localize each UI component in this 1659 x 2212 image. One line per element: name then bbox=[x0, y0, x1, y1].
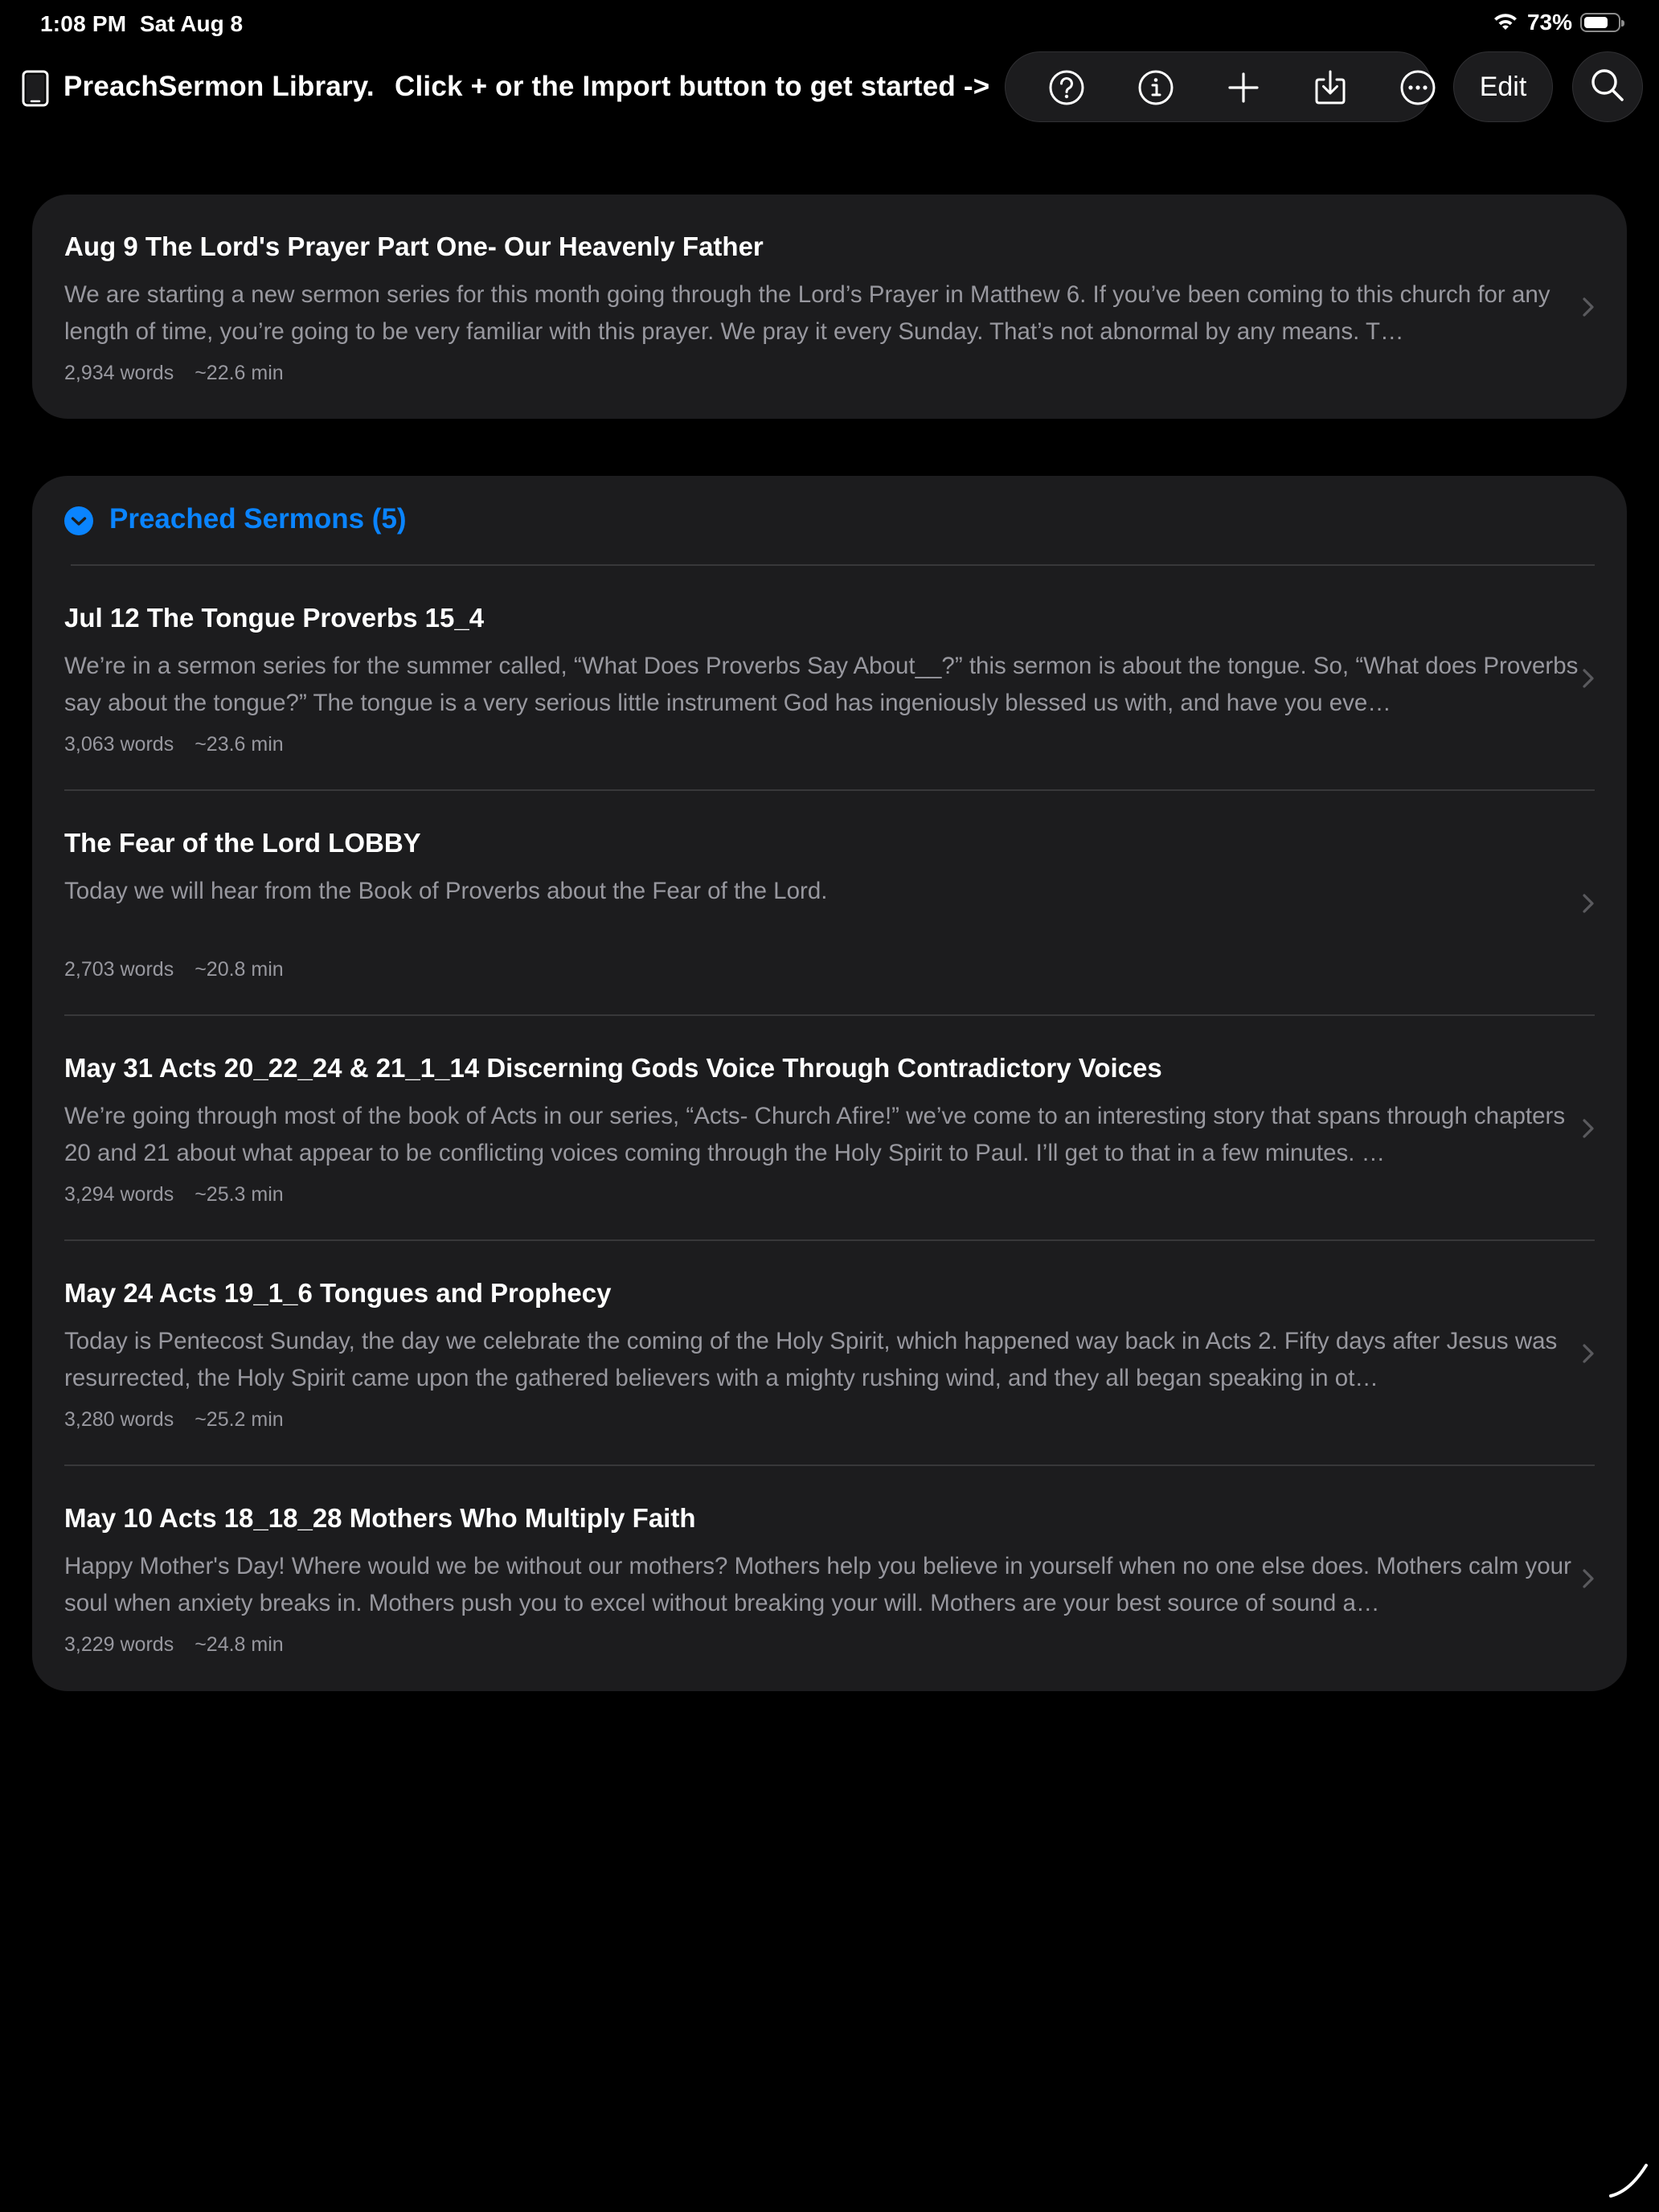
sermon-row[interactable] bbox=[32, 1466, 1627, 1691]
read-time: ~22.6 min bbox=[195, 362, 284, 384]
sermon-excerpt: We are starting a new sermon series for this month going through the Lord’s Prayer in Matthew 6. If you’ve been coming to this church for any length of time, you’re going to be very familiar with this prayer. We pray it every Sunday. That’s not abnormal by any means. T… bbox=[64, 281, 1550, 345]
sermon-title: Aug 9 The Lord's Prayer Part One- Our Heavenly Father bbox=[64, 231, 764, 261]
status-bar bbox=[0, 0, 1659, 51]
chevron-right-icon bbox=[1580, 295, 1596, 319]
sermon-meta bbox=[64, 1633, 284, 1657]
sermon-excerpt: Happy Mother's Day! Where would we be without our mothers? Mothers help you believe in yourself when no one else does. Mothers calm your soul when anxiety breaks in. Mothers push you to excel without breaking your will. Mothers are your best source of sound a… bbox=[64, 1553, 1571, 1616]
word-count: 3,280 words bbox=[64, 1408, 174, 1431]
sermon-row[interactable] bbox=[32, 1016, 1627, 1241]
word-count: 2,703 words bbox=[64, 958, 174, 981]
chevron-right-icon bbox=[1580, 1116, 1596, 1141]
sermon-meta bbox=[64, 733, 284, 756]
sermon-row[interactable] bbox=[32, 791, 1627, 1016]
info-button[interactable] bbox=[1132, 63, 1180, 112]
help-button[interactable] bbox=[1043, 63, 1091, 112]
section-title: Preached Sermons (5) bbox=[109, 503, 407, 535]
edit-button[interactable]: Edit bbox=[1453, 51, 1553, 122]
ellipsis-circle-icon bbox=[1399, 69, 1436, 106]
sermon-title: The Fear of the Lord LOBBY bbox=[64, 828, 421, 858]
add-button[interactable] bbox=[1219, 63, 1268, 112]
sermon-title: Jul 12 The Tongue Proverbs 15_4 bbox=[64, 603, 485, 633]
word-count: 3,229 words bbox=[64, 1633, 174, 1656]
sermon-row[interactable] bbox=[32, 1241, 1627, 1466]
import-button[interactable] bbox=[1306, 63, 1354, 112]
sermon-title: May 31 Acts 20_22_24 & 21_1_14 Discerning Gods Voice Through Contradictory Voices bbox=[64, 1053, 1162, 1083]
battery-percent: 73% bbox=[1526, 10, 1572, 35]
app-title: PreachSermon Library. bbox=[63, 71, 375, 102]
chevron-right-icon bbox=[1580, 666, 1596, 690]
read-time: ~25.2 min bbox=[195, 1408, 284, 1431]
read-time: ~20.8 min bbox=[195, 958, 284, 981]
chevron-right-icon bbox=[1580, 1342, 1596, 1366]
status-indicators bbox=[1492, 10, 1620, 35]
toolbar-button-group bbox=[1005, 51, 1432, 122]
status-date: Sat Aug 8 bbox=[140, 11, 244, 36]
preached-sermons-header[interactable] bbox=[32, 476, 1627, 566]
download-tray-icon bbox=[1313, 69, 1348, 106]
sermon-title: May 24 Acts 19_1_6 Tongues and Prophecy bbox=[64, 1278, 612, 1308]
sermon-meta bbox=[64, 958, 284, 981]
search-icon bbox=[1589, 67, 1626, 108]
sermon-meta bbox=[64, 1408, 284, 1432]
preached-sermons-section bbox=[32, 476, 1627, 1691]
chevron-right-icon bbox=[1580, 1567, 1596, 1591]
more-button[interactable] bbox=[1394, 63, 1442, 112]
word-count: 3,294 words bbox=[64, 1183, 174, 1206]
sermon-excerpt: We’re going through most of the book of Acts in our series, “Acts- Church Afire!” we’ve come to an interesting story that spans through chapters 20 and 21 about what appear to be conflicting voices coming through the Holy Spirit to Paul. I’ll get to that in a few minutes. … bbox=[64, 1103, 1566, 1166]
chevron-circle-icon bbox=[64, 506, 93, 535]
wifi-icon bbox=[1492, 12, 1519, 33]
read-time: ~24.8 min bbox=[195, 1633, 284, 1656]
read-time: ~25.3 min bbox=[195, 1183, 284, 1206]
sermon-excerpt: Today is Pentecost Sunday, the day we celebrate the coming of the Holy Spirit, which happened way back in Acts 2. Fifty days after Jesus was resurrected, the Holy Spirit came upon the gathered believers with a mighty rushing wind, and they all began speaking in ot… bbox=[64, 1328, 1558, 1391]
read-time: ~23.6 min bbox=[195, 733, 284, 756]
sidebar-toggle-icon[interactable] bbox=[21, 69, 50, 108]
pencil-stroke-icon bbox=[1606, 2156, 1651, 2201]
sermon-excerpt: Today we will hear from the Book of Proverbs about the Fear of the Lord. bbox=[64, 878, 828, 904]
plus-icon bbox=[1227, 71, 1260, 104]
word-count: 3,063 words bbox=[64, 733, 174, 756]
question-circle-icon bbox=[1048, 69, 1085, 106]
sermon-meta bbox=[64, 1183, 284, 1206]
word-count: 2,934 words bbox=[64, 362, 174, 384]
sermon-row[interactable] bbox=[32, 195, 1627, 420]
battery-level bbox=[1584, 17, 1608, 28]
chevron-right-icon bbox=[1580, 891, 1596, 916]
status-time: 1:08 PM bbox=[40, 11, 127, 36]
current-sermon-card bbox=[32, 195, 1627, 419]
info-circle-icon bbox=[1137, 69, 1174, 106]
sermon-title: May 10 Acts 18_18_28 Mothers Who Multiply Faith bbox=[64, 1503, 696, 1533]
sermon-meta bbox=[64, 362, 284, 385]
search-button[interactable] bbox=[1572, 51, 1643, 122]
sermon-row[interactable] bbox=[32, 566, 1627, 791]
battery-icon bbox=[1580, 13, 1620, 32]
get-started-hint: Click + or the Import button to get started -> bbox=[395, 71, 990, 102]
toolbar bbox=[0, 51, 1659, 124]
sermon-excerpt: We’re in a sermon series for the summer called, “What Does Proverbs Say About__?” this sermon is about the tongue. So, “What does Proverbs say about the tongue?” The tongue is a very serious little instrument God has ingeniously blessed us with, and have you eve… bbox=[64, 653, 1579, 716]
